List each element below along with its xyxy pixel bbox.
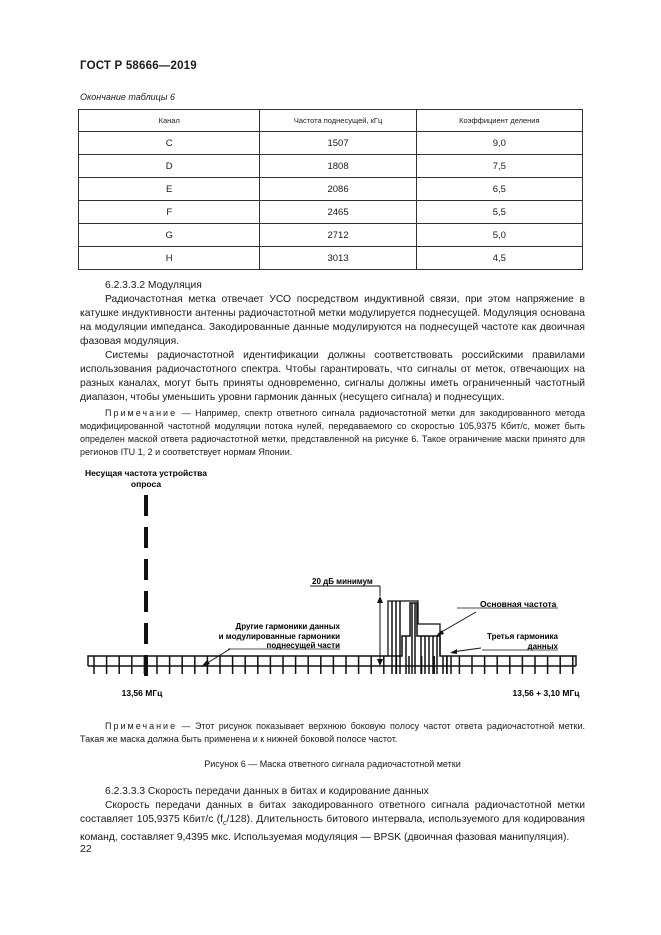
table-cell: 1507 bbox=[260, 132, 416, 155]
main-frequency-label: Основная частота bbox=[480, 599, 557, 609]
carrier-label: опроса bbox=[130, 479, 162, 489]
table-row bbox=[79, 178, 583, 201]
other-harmonics-label: Другие гармоники данных bbox=[235, 622, 340, 631]
table-cell: 4,5 bbox=[416, 247, 582, 270]
note-label: Примечание bbox=[105, 408, 178, 418]
table-cell: 2465 bbox=[260, 201, 416, 224]
third-harmonic-label: Третья гармоника bbox=[486, 632, 558, 641]
column-header: Частота поднесущей, кГц bbox=[260, 110, 416, 132]
table-cell: G bbox=[79, 224, 260, 247]
note-label: Примечание bbox=[105, 721, 178, 731]
table-caption: Окончание таблицы 6 bbox=[80, 92, 175, 102]
note-text: — Этот рисунок показывает верхнюю боковую полосу частот ответа радиочастотной метки. Такая же маска должна быть применена и к нижней боковой полосе частот. bbox=[80, 721, 585, 744]
table-header-row bbox=[79, 110, 583, 132]
other-harmonics-label: и модулированные гармоники bbox=[218, 632, 340, 641]
note-text: — Например, спектр ответного сигнала радиочастотной метки для закодированного метода модифицированной частотной модуляции потока нулей, передаваемого со скоростью 105,9375 Кбит/с, может быть определен маской ответа радиочастотной метки, представленной на рисунке 6. Такое ограничение маски принято для регионов ITU 1, 2 и соответствует нормам Японии. bbox=[80, 408, 585, 457]
table-cell: 2086 bbox=[260, 178, 416, 201]
page-number: 22 bbox=[80, 843, 92, 855]
column-header: Коэффициент деления bbox=[416, 110, 582, 132]
section-heading: 6.2.3.3.3 Скорость передачи данных в битах и кодирование данных bbox=[105, 786, 429, 797]
third-harmonic-label: данных bbox=[527, 642, 558, 651]
column-header: Канал bbox=[79, 110, 260, 132]
table-row bbox=[79, 224, 583, 247]
table-cell: 7,5 bbox=[416, 155, 582, 178]
attenuation-label: 20 дБ минимум bbox=[312, 577, 373, 586]
table-row bbox=[79, 247, 583, 270]
data-table bbox=[78, 109, 583, 270]
table-cell: 5,0 bbox=[416, 224, 582, 247]
main-frequency-pointer bbox=[438, 612, 476, 634]
other-harmonics-label: поднесущей части bbox=[266, 641, 340, 650]
table-cell: C bbox=[79, 132, 260, 155]
dimension-arrow-bottom bbox=[377, 659, 383, 666]
table-row bbox=[79, 132, 583, 155]
table-row bbox=[79, 155, 583, 178]
right-frequency-label: 13,56 + 3,10 МГц bbox=[512, 688, 580, 698]
table-row bbox=[79, 201, 583, 224]
table-cell: 9,0 bbox=[416, 132, 582, 155]
table-cell: F bbox=[79, 201, 260, 224]
carrier-label: Несущая частота устройства bbox=[85, 468, 207, 478]
note bbox=[80, 720, 585, 746]
table-cell: 1808 bbox=[260, 155, 416, 178]
note bbox=[80, 407, 585, 459]
table-cell: D bbox=[79, 155, 260, 178]
document-header: ГОСТ Р 58666—2019 bbox=[80, 60, 197, 72]
table-cell: 6,5 bbox=[416, 178, 582, 201]
paragraph: Системы радиочастотной идентификации должны соответствовать российскими правилами использования радиочастотного спектра. Чтобы гарантировать, что сигналы от меток, отвечающих на разных каналах, могут быть приняты одновременно, сигналы должны иметь ограниченный частотный диапазон, чтобы уменьшить уровни гармоник данных (несущего сигнала) и поднесущих. bbox=[80, 350, 585, 403]
table-cell: 2712 bbox=[260, 224, 416, 247]
table-cell: 3013 bbox=[260, 247, 416, 270]
dimension-arrow-top bbox=[377, 596, 383, 603]
table-cell: 5,5 bbox=[416, 201, 582, 224]
spectrum-mask-figure bbox=[80, 462, 590, 717]
section-heading: 6.2.3.3.2 Модуляция bbox=[105, 280, 202, 291]
table-cell: E bbox=[79, 178, 260, 201]
paragraph: Скорость передачи данных в битах закодированного ответного сигнала радиочастотной метки составляет 105,9375 Кбит/с $(f_c/128)$. Длительность битового интервала, используемого для кодирования команд, составляет 9,4395 мкс. Используемая модуляция — BPSK (двоичная фазовая манипуляция). bbox=[80, 800, 585, 844]
paragraph: Радиочастотная метка отвечает УСО посредством индуктивной связи, при этом напряжение в катушке индуктивности антенны радиочастотной метки модулируется поднесущей. Модуляция основана на модуляции импеданса. Закодированные данные модулируются на поднесущей частоте как двоичная фазовая модуляция. bbox=[80, 294, 585, 347]
table-cell: H bbox=[79, 247, 260, 270]
left-frequency-label: 13,56 МГц bbox=[121, 688, 163, 698]
figure-caption: Рисунок 6 — Маска ответного сигнала радиочастотной метки bbox=[204, 759, 461, 769]
